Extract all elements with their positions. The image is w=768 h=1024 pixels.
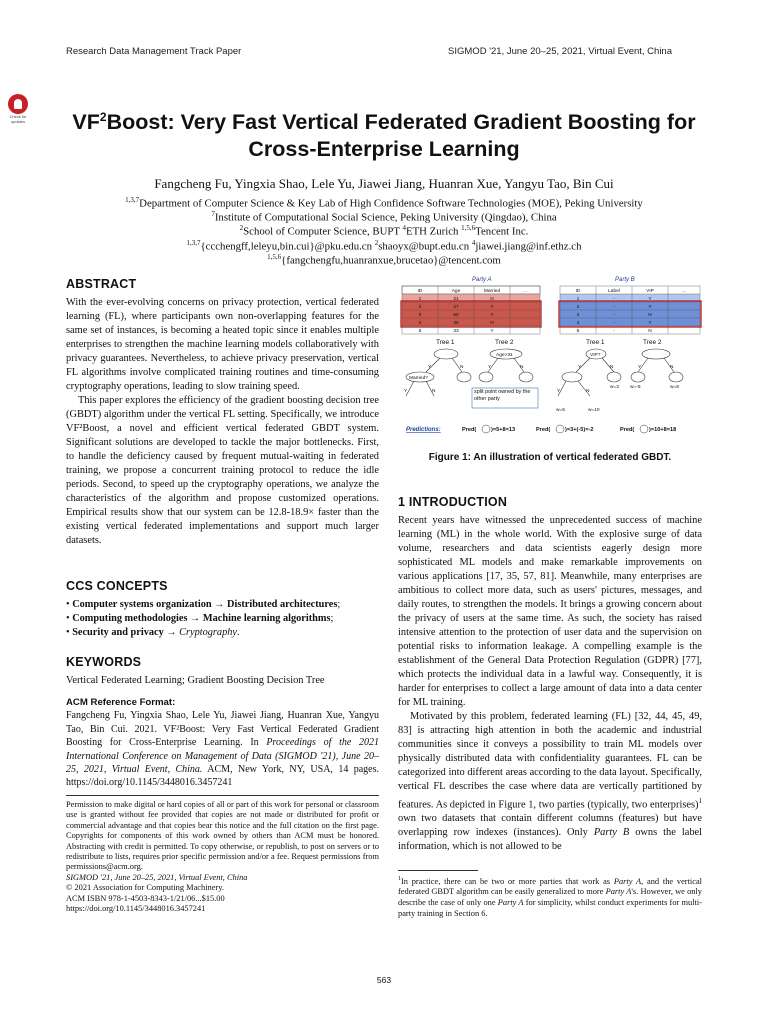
user-icon <box>640 425 648 433</box>
prediction-text: Pred( <box>536 427 551 433</box>
venue-line: SIGMOD '21, June 20–25, 2021, Virtual Event, China <box>66 872 248 882</box>
table-cell: 3 <box>576 313 580 318</box>
author-list: Fangcheng Fu, Yingxia Shao, Lele Yu, Jiawei Jiang, Huanran Xue, Yangyu Tao, Bin Cui <box>154 176 614 191</box>
table-cell: N <box>490 321 494 326</box>
table-cell: Y <box>490 305 494 310</box>
ccs-item: • Security and privacy → Cryptography. <box>66 627 240 638</box>
abstract-paragraph: This paper explores the efficiency of the gradient boosting decision tree (GBDT) algorithm under the vertical FL setting. Specifically, we introduce VF²Boost, a novel and efficient vertical federated GBDT system. Significant solutions are developed to tackle the major bottlenecks. First, to handle the deficiency caused by frequent mutual-waiting in federated training, we propose a concurrent training protocol to reduce the idle periods. Second, to speed up the cryptography operations, we analyze the characteristics of the algorithm and propose customized operations. Empirical results show that our system can be 12.8-18.9× faster than the existing vertical federated implementations and support much larger datasets. <box>66 395 379 546</box>
figure-vertical-gbdt <box>400 274 704 444</box>
prediction-text: )=10+8=18 <box>649 427 677 433</box>
table-cell: Y <box>648 321 652 326</box>
table-cell: 33 <box>453 329 459 334</box>
leaf-weight: w=10 <box>588 408 600 413</box>
table-party-b <box>559 286 701 334</box>
leaf-weight: w=-5 <box>630 385 641 390</box>
table-header: Age <box>451 289 461 294</box>
ccs-item: • Computer systems organization → Distributed architectures; <box>66 599 341 610</box>
table-cell: Y <box>648 305 652 310</box>
paper-title: $VF^2Boost$: Very Fast Vertical Federated Gradient Boosting for Cross-Enterprise Learning <box>72 110 696 162</box>
table-cell: Y <box>490 329 494 334</box>
table-cell: 2 <box>418 305 422 310</box>
prediction-text: )=5+8=13 <box>491 427 516 433</box>
branch-no: N <box>460 365 464 370</box>
email-line: $^{1,3,7}${ccchengff,leleyu,bin.cui}@pku.edu.cn $^2$shaoyx@bupt.edu.cn $^4$jiawei.jiang@inf.ethz.ch <box>186 239 582 253</box>
running-header-left: Research Data Management Track Paper <box>66 46 242 57</box>
table-cell: 50 <box>453 313 459 318</box>
divider <box>66 795 379 796</box>
table-cell: 1 <box>576 297 580 302</box>
leaf-weight: w=8 <box>670 385 679 390</box>
tree-label: Tree 1 <box>436 339 455 346</box>
intro-paragraph: Motivated by this problem, federated learning (FL) [32, 44, 45, 49, 83] is attracting high attention in both the academic and industrial communities since it conveys a possibility to train ML models over physically distributed data with confidentiality guarantees. FL can be categorized into different areas according to the data layout. Specifically, vertical FL describes the case where data are vertically partitioned by features. As depicted in Figure 1, two parties (typically, two enterprises)$^1$ own two datasets that contain different columns (features) but have overlapping row indexes (instances). Only Party B owns the label information, which is not allowed to be <box>398 711 703 853</box>
table-header: ID <box>575 289 581 294</box>
abstract-paragraph: With the ever-evolving concerns on privacy protection, vertical federated learning (FL), where participants own non-overlapping features for the same set of instances, is becoming a heated topic since it enables multiple enterprises to strengthen the machine learning models collaboratively with privacy guarantees. Nevertheless, to achieve privacy preservation, vertical FL algorithms involve complicated training routines and time-consuming cryptography operations, leading to slow training speed. <box>66 297 379 392</box>
table-cell: - <box>613 329 615 334</box>
affiliation-line: $^2$School of Computer Science, BUPT $^4$ETH Zurich $^{1,5,6}$Tencent Inc. <box>239 224 529 238</box>
affiliation-line: $^7$Institute of Computational Social Science, Peking University (Qingdao), China <box>211 210 557 224</box>
node-married: Married? <box>409 376 428 381</box>
branch-no: N <box>432 389 436 394</box>
table-cell: - <box>613 313 615 318</box>
check-updates-icon <box>8 94 28 114</box>
table-cell: N <box>648 329 652 334</box>
figure-diagram <box>400 274 704 444</box>
branch-yes: Y <box>557 389 561 394</box>
table-header: ... <box>682 289 686 294</box>
leaf-weight: w=5 <box>556 408 565 413</box>
introduction-body <box>398 514 702 854</box>
prediction-text: Pred( <box>462 427 477 433</box>
keywords-text: Vertical Federated Learning; Gradient Boosting Decision Tree <box>66 675 325 686</box>
tree-label: Tree 1 <box>586 339 605 346</box>
permission-text: Permission to make digital or hard copies of all or part of this work for personal or classroom use is granted without fee provided that copies are not made or distributed for profit or commercial advantage and that copies bear this notice and the full citation on the first page. Copyrights for components of this work owned by others than ACM must be honored. Abstracting with credit is permitted. To copy otherwise, or republish, to post on servers or to redistribute to lists, requires prior specific permission and/or a fee. Request permissions from permissions@acm.org. <box>66 800 379 872</box>
party-b-trees <box>558 349 683 396</box>
node-age: Age>31 <box>496 353 513 358</box>
table-cell: 2 <box>576 305 580 310</box>
permission-block <box>66 800 379 914</box>
table-header: Married <box>483 289 501 294</box>
party-a-label: Party A <box>472 277 492 283</box>
table-cell: N <box>490 297 494 302</box>
branch-yes: Y <box>638 365 642 370</box>
branch-no: N <box>586 389 590 394</box>
ccs-heading: CCS CONCEPTS <box>66 579 168 593</box>
branch-yes: Y <box>488 365 492 370</box>
acm-reference-text: Fangcheng Fu, Yingxia Shao, Lele Yu, Jiawei Jiang, Huanran Xue, Yangyu Tao, Bin Cui. 2021. VF²Boost: Very Fast Vertical Federated Gradient Boosting for Cross-Enterprise Learning. In Proceedings of the 2021 International Conference on Management of Data (SIGMOD '21), June 20–25, 2021, Virtual Event, China. ACM, New York, NY, USA, 14 pages. https://doi.org/10.1145/3448016.3457241 <box>66 710 379 789</box>
table-cell: Y <box>648 297 652 302</box>
table-cell: 3 <box>418 313 422 318</box>
email-line: $^{1,5,6}${fangchengfu,huanranxue,brucetao}@tencent.com <box>267 253 501 267</box>
table-cell: 1 <box>418 297 422 302</box>
acm-reference-heading: ACM Reference Format: <box>66 697 176 708</box>
table-cell: 5 <box>418 329 422 334</box>
table-header: Label <box>608 289 620 294</box>
tree-label: Tree 2 <box>643 339 662 346</box>
ccs-item: • Computing methodologies → Machine learning algorithms; <box>66 613 334 624</box>
branch-no: N <box>610 365 614 370</box>
check-for-updates-badge[interactable] <box>6 94 30 124</box>
table-cell: 6 <box>576 329 580 334</box>
table-party-a <box>401 286 541 334</box>
table-cell: 36 <box>453 321 459 326</box>
keywords-heading: KEYWORDS <box>66 655 142 669</box>
node-vip: VIP? <box>590 353 601 358</box>
prediction-text: Pred( <box>620 427 635 433</box>
abstract-body <box>66 296 379 548</box>
table-cell: - <box>613 305 615 310</box>
copyright-line: © 2021 Association for Computing Machinery. <box>66 883 224 893</box>
badge-label: Check for updates <box>9 114 27 124</box>
affiliation-line: $^{1,3,7}$Department of Computer Science & Key Lab of High Confidence Software Technologies (MOE), Peking University <box>125 196 643 210</box>
page-number: 563 <box>376 975 392 985</box>
table-header: ... <box>523 289 527 294</box>
table-cell: 4 <box>418 321 422 326</box>
isbn-line: ACM ISBN 978-1-4503-8343-1/21/06...$15.00 <box>66 893 225 903</box>
acm-reference <box>66 696 379 790</box>
table-header: VIP <box>646 289 654 294</box>
table-cell: N <box>648 313 652 318</box>
ccs-list <box>66 598 379 640</box>
table-cell: 21 <box>453 297 459 302</box>
tree-label: Tree 2 <box>495 339 514 346</box>
user-icon <box>556 425 564 433</box>
prediction-text: )=3+(-5)=-2 <box>565 427 594 433</box>
branch-no: N <box>520 365 524 370</box>
table-cell: - <box>613 297 615 302</box>
doi-link[interactable]: https://doi.org/10.1145/3448016.3457241 <box>66 904 206 914</box>
figure-caption: Figure 1: An illustration of vertical federated GBDT. <box>428 452 672 463</box>
intro-paragraph: Recent years have witnessed the unprecedented success of machine learning (ML) in the whole world. With the explosive surge of data volume, researchers and data scientists eagerly design more sophisticated ML models and make remarkable improvements on various applications [17, 35, 57, 81]. Meanwhile, many enterprises are ambitious to collect more data, such as users' pictures, messages, and daily routes, to strengthen the models. It brings a growing concern about the privacy of users at the same time. As such, the society has raised intensive attention to the protection of user data and the supervision on potential risks to information leakage. A compelling example is the establishment of the General Data Protection Regulation (GDPR) [77], which protects the individual data in a lawful way. Consequently, it is harder for enterprises to collect a large amount of data into a data center for ML training. <box>398 515 702 708</box>
table-header: ID <box>417 289 423 294</box>
user-icon <box>482 425 490 433</box>
branch-yes: Y <box>578 365 582 370</box>
footnote: $^1$In practice, there can be two or more parties that work as Party A, and the vertical federated GBDT algorithm can be easily generalized to more Party A's. However, we only describe the case of only one Party A for simplicity, whilst conduct experiments for multi-party training in Section 6. <box>398 876 702 918</box>
party-b-label: Party B <box>615 277 635 283</box>
split-note: split point owned by the other party <box>474 389 531 402</box>
branch-yes: Y <box>428 365 432 370</box>
abstract-heading: ABSTRACT <box>66 277 137 291</box>
leaf-weight: w=3 <box>610 385 619 390</box>
running-header-right: SIGMOD '21, June 20–25, 2021, Virtual Event, China <box>448 46 672 57</box>
table-cell: 4 <box>576 321 580 326</box>
table-cell: 27 <box>453 305 459 310</box>
overlap-rows-highlight <box>402 302 540 326</box>
footnote-divider <box>398 870 478 871</box>
introduction-heading: 1 INTRODUCTION <box>398 495 508 509</box>
predictions-label: Predictions: <box>406 427 441 433</box>
table-cell: Y <box>490 313 494 318</box>
branch-no: N <box>670 365 674 370</box>
branch-yes: Y <box>404 389 408 394</box>
table-cell: - <box>613 321 615 326</box>
